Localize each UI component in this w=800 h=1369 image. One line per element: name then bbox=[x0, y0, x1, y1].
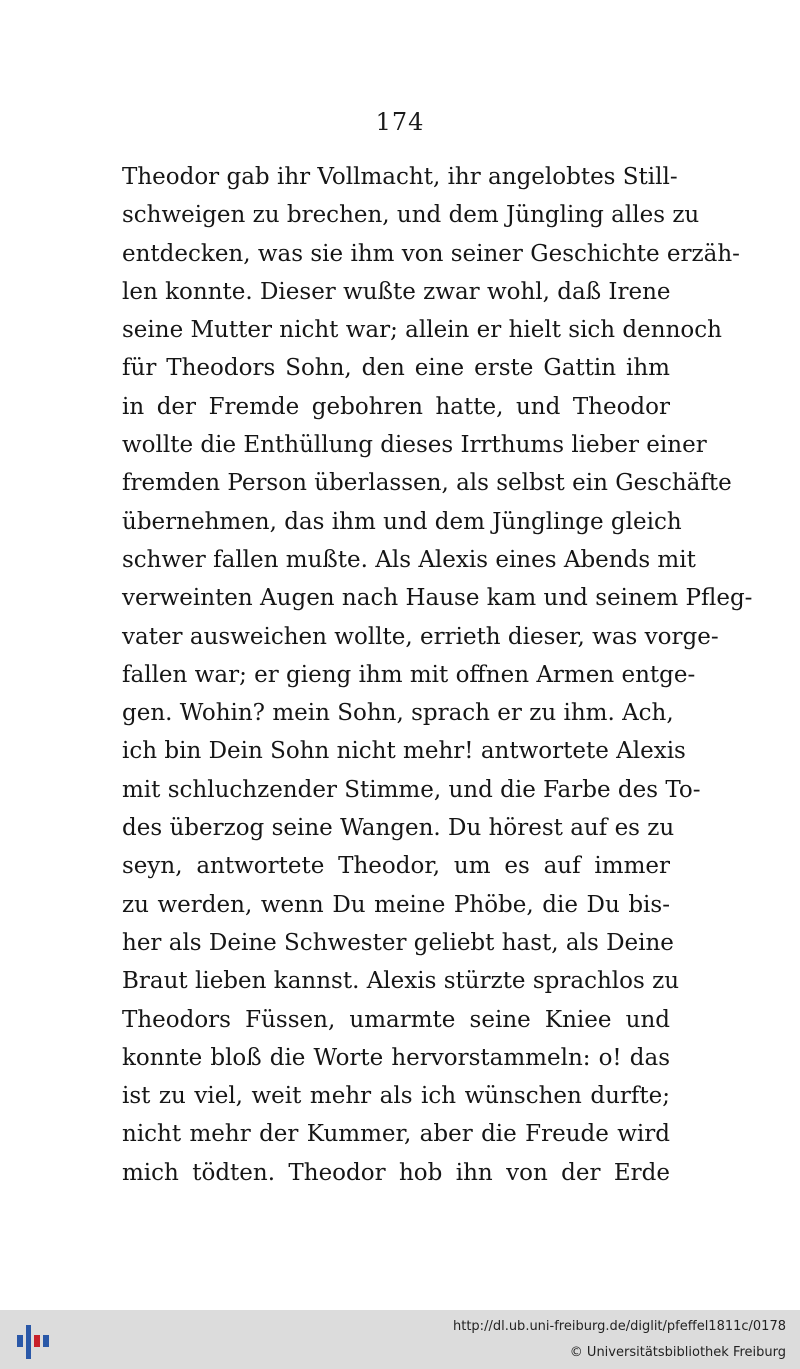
text-line: mich tödten. Theodor hob ihn von der Erde bbox=[122, 1159, 670, 1186]
text-line: ich bin Dein Sohn nicht mehr! antwortete Alexis bbox=[122, 738, 686, 765]
text-line: her als Deine Schwester geliebt hast, als Deine bbox=[122, 929, 674, 956]
text-line: fallen war; er gieng ihm mit offnen Armen entge- bbox=[122, 661, 696, 688]
text-line: entdecken, was sie ihm von seiner Geschichte erzäh- bbox=[122, 240, 740, 267]
text-line: konnte bloß die Worte hervorstammeln: o! das bbox=[122, 1044, 670, 1071]
footer-bar bbox=[0, 1310, 800, 1369]
text-block bbox=[122, 158, 753, 1192]
text-line: vater ausweichen wollte, errieth dieser, was vorge- bbox=[122, 623, 719, 650]
text-line: zu werden, wenn Du meine Phöbe, die Du bis- bbox=[122, 891, 670, 918]
text-line: verweinten Augen nach Hause kam und seinem Pfleg- bbox=[122, 585, 753, 612]
text-line: gen. Wohin? mein Sohn, sprach er zu ihm. Ach, bbox=[122, 700, 674, 727]
text-line: len konnte. Dieser wußte zwar wohl, daß Irene bbox=[122, 278, 671, 305]
text-line: ist zu viel, weit mehr als ich wünschen durfte; bbox=[122, 1083, 670, 1110]
text-line: seyn, antwortete Theodor, um es auf immer bbox=[122, 853, 670, 880]
text-line: seine Mutter nicht war; allein er hielt sich dennoch bbox=[122, 317, 722, 344]
text-line: für Theodors Sohn, den eine erste Gattin ihm bbox=[122, 355, 670, 382]
page-number: 174 bbox=[375, 108, 425, 136]
text-line: nicht mehr der Kummer, aber die Freude wird bbox=[122, 1121, 670, 1148]
text-line: in der Fremde gebohren hatte, und Theodor bbox=[122, 393, 670, 420]
text-line: mit schluchzender Stimme, und die Farbe des To- bbox=[122, 776, 701, 803]
text-line: schwer fallen mußte. Als Alexis eines Abends mit bbox=[122, 546, 696, 573]
ub-freiburg-logo-icon bbox=[16, 1320, 52, 1362]
text-line: übernehmen, das ihm und dem Jünglinge gleich bbox=[122, 508, 682, 535]
text-line: Braut lieben kannst. Alexis stürzte sprachlos zu bbox=[122, 968, 680, 995]
copyright-notice: © Universitätsbibliothek Freiburg bbox=[569, 1345, 786, 1360]
text-line: des überzog seine Wangen. Du hörest auf es zu bbox=[122, 815, 675, 842]
text-line: Theodors Füssen, umarmte seine Kniee und bbox=[122, 1006, 670, 1033]
text-line: wollte die Enthüllung dieses Irrthums lieber einer bbox=[122, 432, 707, 459]
source-url-link[interactable]: http://dl.ub.uni-freiburg.de/diglit/pfeffel1811c/0178 bbox=[453, 1319, 786, 1334]
text-line: fremden Person überlassen, als selbst ein Geschäfte bbox=[122, 470, 732, 497]
text-line: Theodor gab ihr Vollmacht, ihr angelobtes Still- bbox=[122, 164, 678, 190]
text-line: schweigen zu brechen, und dem Jüngling alles zu bbox=[122, 202, 700, 229]
